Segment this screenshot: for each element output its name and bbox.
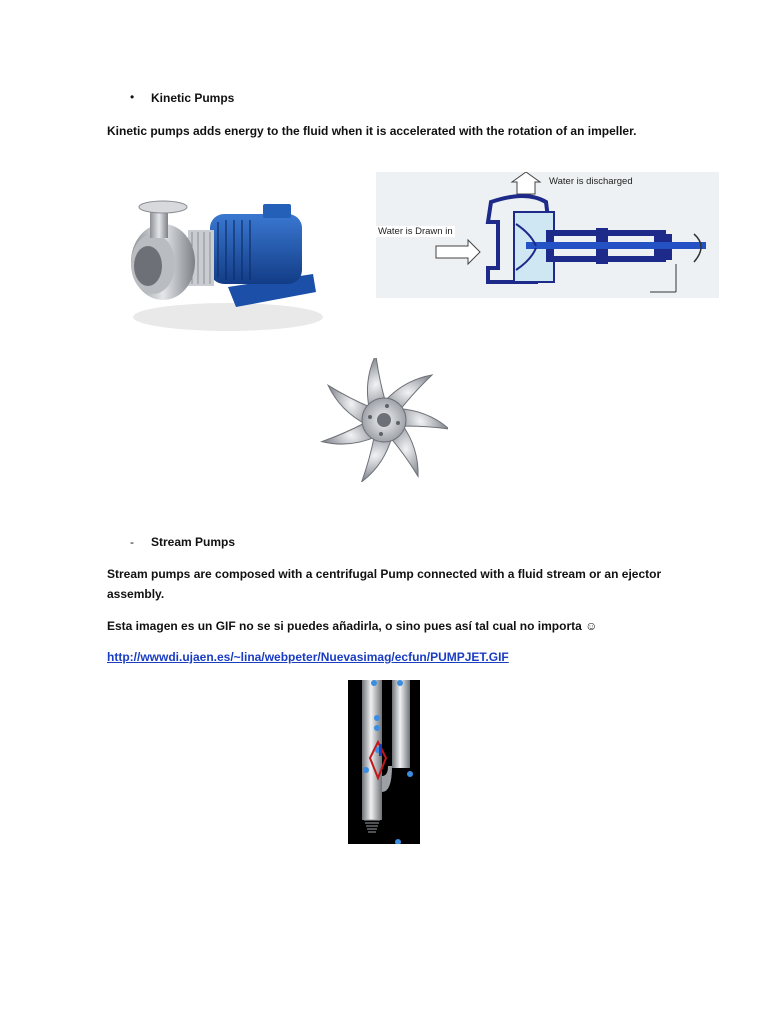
section-title-stream-pumps: Stream Pumps — [151, 535, 236, 549]
pump-cross-section-diagram — [376, 172, 719, 298]
pumpjet-image — [348, 680, 420, 844]
dash-marker: - — [130, 535, 134, 549]
kinetic-pumps-paragraph: Kinetic pumps adds energy to the fluid when it is accelerated with the rotation of an impeller. — [107, 124, 637, 138]
stream-pumps-paragraph-line2: assembly. — [107, 587, 165, 601]
section-title-kinetic-pumps: Kinetic Pumps — [151, 91, 235, 105]
gif-note: Esta imagen es un GIF no se si puedes añadirla, o sino pues así tal cual no importa ☺ — [107, 619, 598, 633]
centrifugal-pump-image — [118, 192, 323, 337]
bullet-marker: • — [130, 90, 135, 104]
stream-pumps-paragraph-line1: Stream pumps are composed with a centrifugal Pump connected with a fluid stream or an ejector — [107, 567, 662, 581]
discharge-label: Water is discharged — [549, 176, 633, 187]
intake-label: Water is Drawn in — [378, 226, 453, 237]
impeller-image — [320, 358, 448, 482]
pumpjet-gif-link[interactable]: http://wwwdi.ujaen.es/~lina/webpeter/Nuevasimag/ecfun/PUMPJET.GIF — [107, 650, 509, 664]
